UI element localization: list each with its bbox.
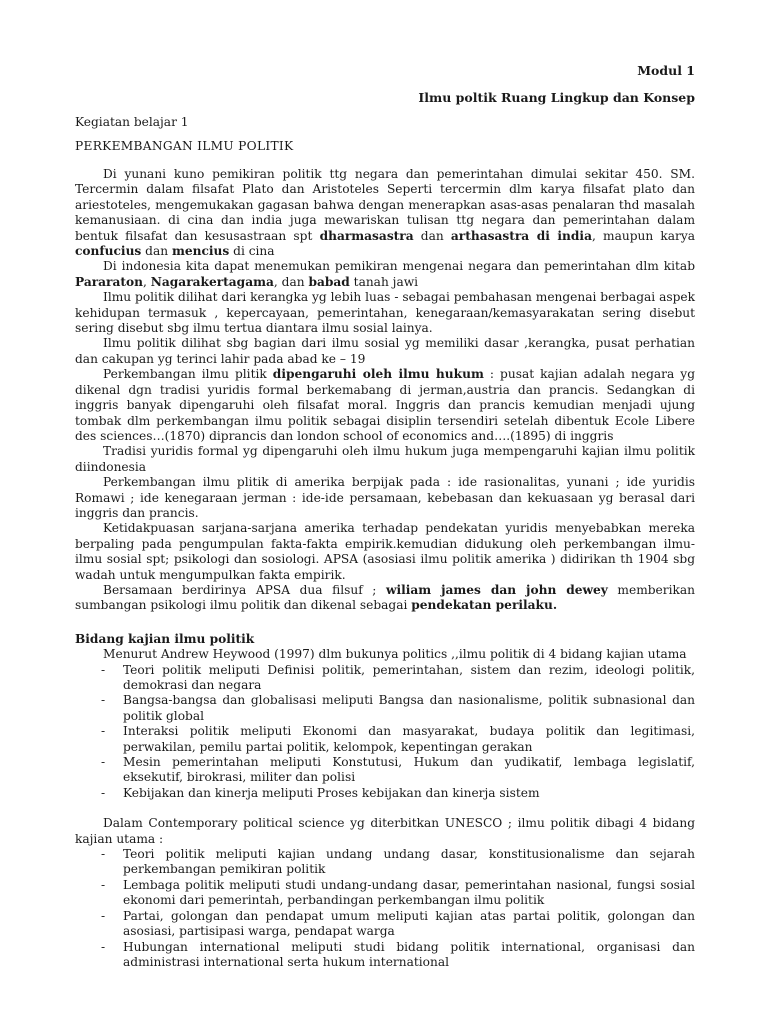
paragraph: [75, 583, 695, 614]
paragraph: [75, 367, 695, 444]
text-run: Tradisi yuridis formal yg dipengaruhi oleh ilmu hukum juga mempengaruhi kajian ilmu politik diindonesia: [75, 444, 695, 474]
list-item: - Kebijakan dan kinerja meliputi Proses kebijakan dan kinerja sistem: [123, 786, 695, 801]
text-run: ,: [143, 274, 151, 289]
paragraph: [75, 290, 695, 336]
text-run: , dan: [273, 274, 309, 289]
list-item: - Lembaga politik meliputi studi undang-undang dasar, pemerintahan nasional, fungsi sosial ekonomi dari pemerintah, perbandingan perkembangan ilmu politik: [123, 878, 695, 909]
module-label: Modul 1: [637, 63, 695, 78]
paragraphs: [75, 167, 695, 614]
paragraph: [75, 521, 695, 583]
heywood-intro: Menurut Andrew Heywood (1997) dlm bukunya politics ,,ilmu politik di 4 bidang kajian utama: [103, 647, 687, 662]
list-item: - Hubungan international meliputi studi bidang politik international, organisasi dan administrasi international serta hukum international: [123, 940, 695, 971]
bold-term: confucius: [75, 244, 142, 259]
text-run: Di yunani kuno pemikiran politik ttg negara dan pemerintahan dimulai sekitar 450. SM. Tercermin dalam filsafat Plato dan Aristoteles Seperti tercermin dlm karya filsafat plato dan ariestoteles, mengemukakan gagasan bahwa dengan menerapkan asas-asas penalaran thd masalah kemanusiaan. di cina dan india juga mewariskan tulisan ttg negara dan pemerintahan dalam bentuk filsafat dan kesusastraan spt: [75, 167, 695, 243]
unesco-list: [75, 847, 695, 970]
text-run: dan: [141, 244, 172, 259]
module-subtitle: Ilmu poltik Ruang Lingkup dan Konsep: [418, 90, 695, 105]
section-title: PERKEMBANGAN ILMU POLITIK: [75, 139, 294, 153]
text-run: Ilmu politik dilihat sbg bagian dari ilmu sosial yg memiliki dasar ,kerangka, pusat perhatian dan cakupan yg terinci lahir pada abad ke – 19: [75, 336, 695, 366]
bold-term: mencius: [171, 244, 230, 259]
heywood-list: [75, 663, 695, 802]
text-run: dan: [413, 228, 451, 243]
list-item: - Teori politik meliputi kajian undang undang dasar, konstitusionalisme dan sejarah perkembangan pemikiran politik: [123, 847, 695, 878]
text-run: : pusat kajian adalah negara yg dikenal dgn tradisi yuridis formal berkemabang di jerman,austria dan prancis. Sedangkan di inggris banyak dipengaruhi oleh filsafat moral. Inggris dan prancis kemudian menjadi ujung tombak dlm perkembangan ilmu politik sebagai disiplin tersendiri setelah dibentuk Ecole Libere des sciences…(1870) diprancis dan london school of economics and….(1895) di inggris: [75, 367, 695, 443]
text-run: , maupun karya: [591, 228, 695, 243]
paragraph: [75, 167, 695, 259]
bold-term: wiliam james dan john dewey: [385, 582, 608, 597]
bold-term: arthasastra di india: [450, 228, 592, 243]
text-run: Perkembangan ilmu plitik di amerika berpijak pada : ide rasionalitas, yunani ; ide yuridis Romawi ; ide kenegaraan jerman : ide-ide persamaan, kebebasan dan kekuasaan yg berasal dari inggris dan prancis.: [75, 475, 695, 520]
text-run: Ketidakpuasan sarjana-sarjana amerika terhadap pendekatan yuridis menyebabkan mereka berpaling pada pengumpulan fakta-fakta empirik.kemudian didukung oleh perkembangan ilmu-ilmu sosial spt; psikologi dan sosiologi. APSA (asosiasi ilmu politik amerika ) didirikan th 1904 sbg wadah untuk mengumpulkan fakta empirik.: [75, 521, 695, 582]
text-run: Bersamaan berdirinya APSA dua filsuf ;: [103, 582, 386, 597]
text-run: di cina: [229, 244, 275, 259]
bold-term: dharmasastra: [319, 228, 414, 243]
bold-term: Pararaton: [75, 274, 143, 289]
list-item: - Partai, golongan dan pendapat umum meliputi kajian atas partai politik, golongan dan asosiasi, partisipasi warga, pendapat warga: [123, 909, 695, 940]
list-item: - Bangsa-bangsa dan globalisasi meliputi Bangsa dan nasionalisme, politik subnasional dan politik global: [123, 693, 695, 724]
bold-term: babad: [308, 274, 350, 289]
text-run: Di indonesia kita dapat menemukan pemikiran mengenai negara dan pemerintahan dlm kitab: [103, 259, 695, 274]
paragraph: [75, 336, 695, 367]
subsection-title: Bidang kajian ilmu politik: [75, 631, 255, 646]
text-run: tanah jawi: [349, 274, 419, 289]
list-item: - Interaksi politik meliputi Ekonomi dan masyarakat, budaya politik dan legitimasi, perwakilan, pemilu partai politik, kelompok, kepentingan gerakan: [123, 724, 695, 755]
bold-term: dipengaruhi oleh ilmu hukum: [272, 367, 484, 382]
unesco-intro: Dalam Contemporary political science yg diterbitkan UNESCO ; ilmu politik dibagi 4 bidang kajian utama :: [75, 816, 695, 846]
paragraph: [75, 444, 695, 475]
paragraph: [75, 475, 695, 521]
document-body: [75, 167, 695, 970]
list-item: - Mesin pemerintahan meliputi Konstutusi, Hukum dan yudikatif, lembaga legislatif, eksekutif, birokrasi, militer dan polisi: [123, 755, 695, 786]
text-run: memberikan sumbangan psikologi ilmu politik dan dikenal sebagai: [75, 582, 695, 613]
list-item: - Teori politik meliputi Definisi politik, pemerintahan, sistem dan rezim, ideologi politik, demokrasi dan negara: [123, 663, 695, 694]
text-run: Perkembangan ilmu plitik: [103, 367, 273, 382]
bold-term: pendekatan perilaku.: [411, 598, 558, 613]
bold-term: Nagarakertagama: [150, 274, 274, 289]
activity-label: Kegiatan belajar 1: [75, 115, 189, 129]
paragraph: [75, 259, 695, 290]
text-run: Ilmu politik dilihat dari kerangka yg lebih luas - sebagai pembahasan mengenai berbagai aspek kehidupan termasuk , kepercayaan, pemerintahan, kenegaraan/kemasyarakatan sering disebut sering disebut sbg ilmu tertua diantara ilmu sosial lainya.: [75, 290, 695, 336]
